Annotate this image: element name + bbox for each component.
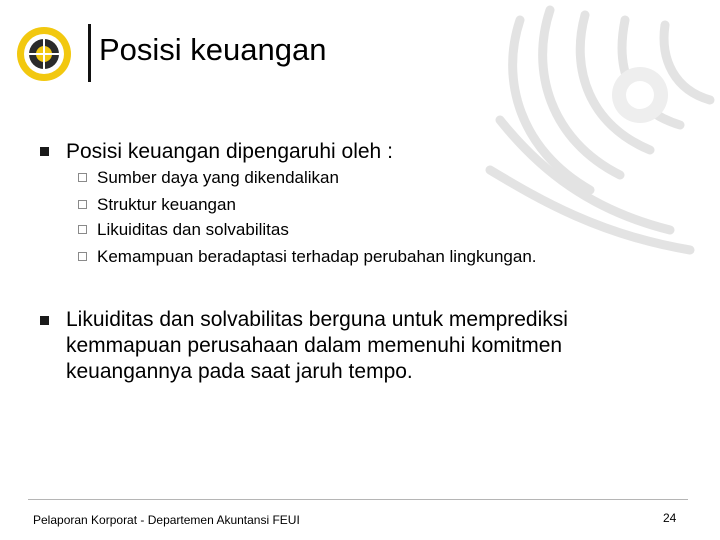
- bullet-text-line: keuangannya pada saat jaruh tempo.: [66, 360, 413, 383]
- footer-text: Pelaporan Korporat - Departemen Akuntansi FEUI: [33, 513, 300, 527]
- sub-item: Kemampuan beradaptasi terhadap perubahan lingkungan.: [97, 247, 537, 266]
- title-divider: [88, 24, 91, 82]
- footer-divider: [28, 499, 688, 500]
- sub-item: Struktur keuangan: [97, 195, 236, 214]
- bullet-text: Posisi keuangan dipengaruhi oleh :: [66, 140, 393, 163]
- sub-bullet-box: [78, 200, 87, 209]
- university-logo-icon: [14, 24, 74, 84]
- bullet-text-line: kemmapuan perusahaan dalam memenuhi komitmen: [66, 334, 563, 357]
- sub-bullet-box: [78, 225, 87, 234]
- slide-title: Posisi keuangan: [99, 32, 327, 67]
- bullet-square: [40, 147, 49, 156]
- sub-item: Sumber daya yang dikendalikan: [97, 168, 339, 187]
- bullet-text-line: Likuiditas dan solvabilitas berguna untuk memprediksi: [66, 308, 568, 331]
- sub-bullet-box: [78, 173, 87, 182]
- sub-bullet-box: [78, 252, 87, 261]
- makara-watermark-icon: [390, 0, 720, 260]
- page-number: 24: [663, 511, 677, 525]
- bullet-square: [40, 316, 49, 325]
- sub-item: Likuiditas dan solvabilitas: [97, 220, 289, 239]
